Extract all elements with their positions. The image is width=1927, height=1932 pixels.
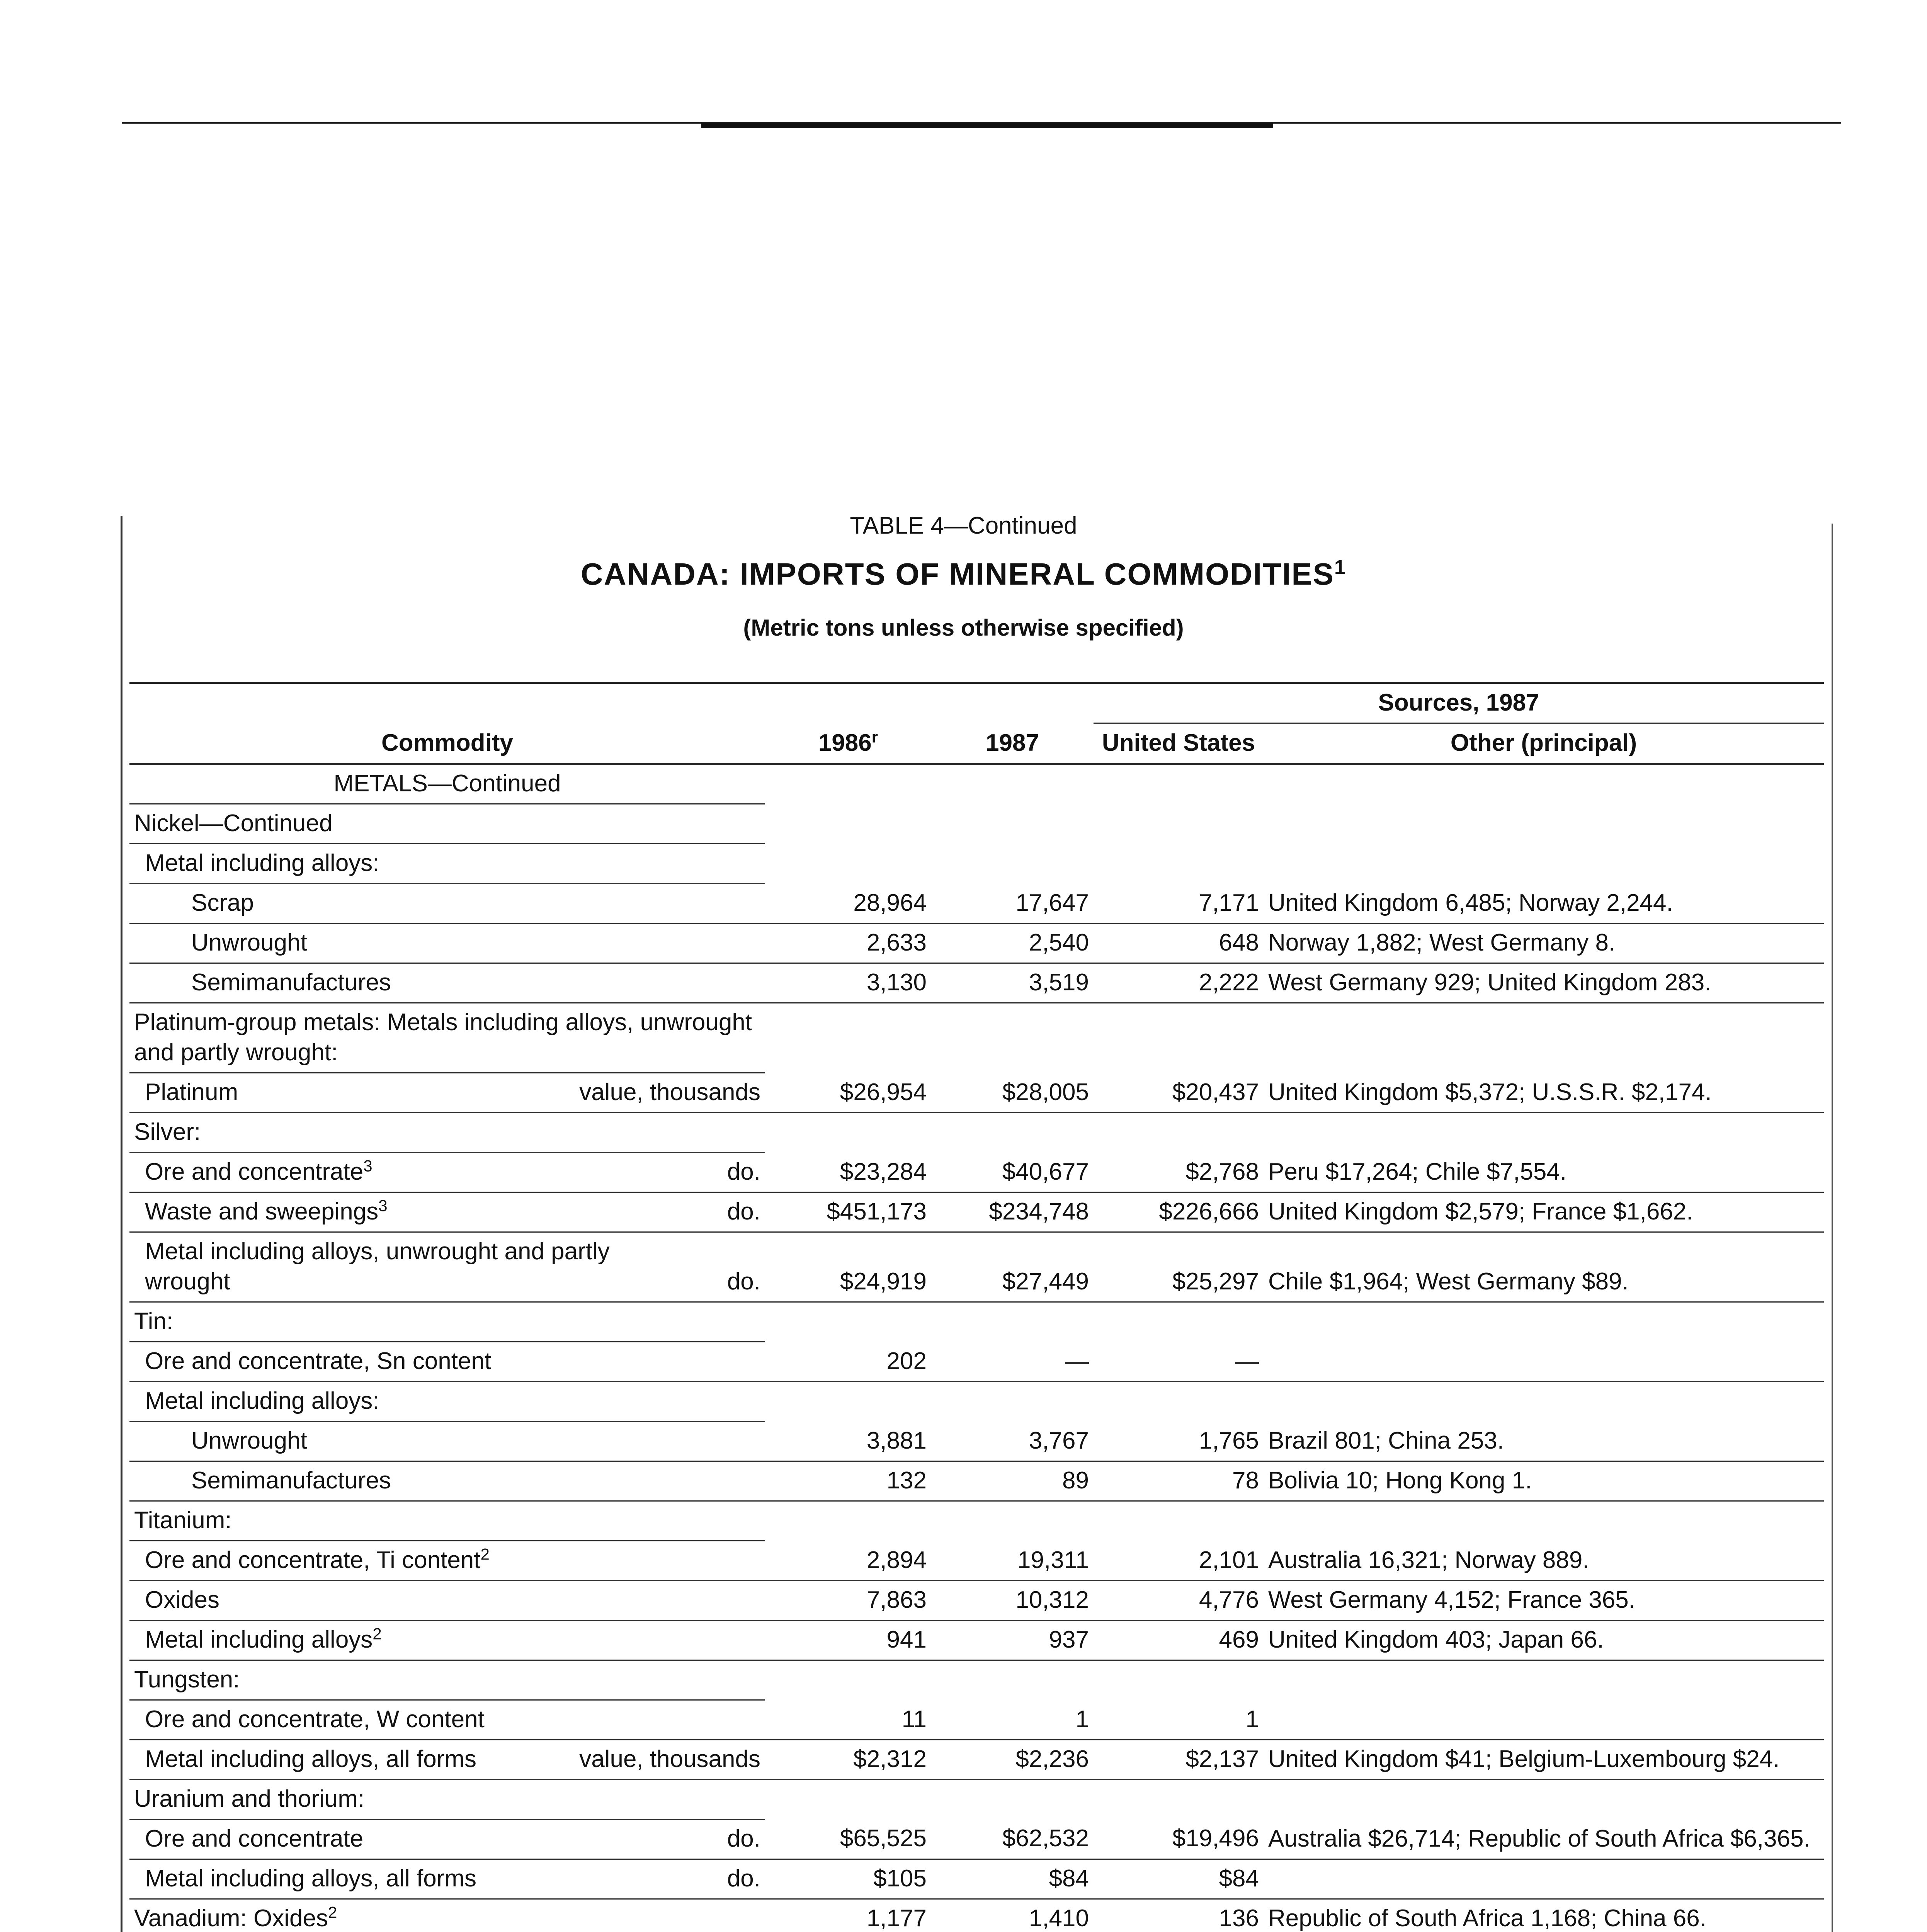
col-header-united-states: United States xyxy=(1094,723,1264,764)
col-header-other: Other (principal) xyxy=(1264,723,1824,764)
commodity-cell: Semimanufactures xyxy=(129,963,765,1003)
table-row xyxy=(129,1541,1824,1581)
commodity-text: Metal including alloys xyxy=(145,1626,373,1653)
value-1987: 17,647 xyxy=(931,884,1094,923)
commodity-name: Metal including alloys, unwrought and partly wrought xyxy=(145,1238,610,1295)
commodity-group: Platinum-group metals: Metals including alloys, unwrought and partly wrought: xyxy=(129,1003,765,1073)
table-label: TABLE 4—Continued xyxy=(850,512,1077,539)
value-other: Chile $1,964; West Germany $89. xyxy=(1264,1232,1824,1302)
unit-label: do. xyxy=(727,1825,760,1852)
value-1986: $2,312 xyxy=(765,1740,931,1780)
table-row xyxy=(129,1621,1824,1660)
table-row xyxy=(129,1660,1824,1700)
commodity-name: Ore and concentrate xyxy=(145,1825,364,1852)
value-us: $2,137 xyxy=(1094,1740,1264,1780)
revised-mark: r xyxy=(871,728,878,746)
table-row xyxy=(129,1073,1824,1113)
commodity-text: Ore and concentrate xyxy=(145,1158,364,1185)
commodity-group: Tungsten: xyxy=(129,1660,765,1700)
table-title-footnote: 1 xyxy=(1334,556,1346,579)
value-1986: $451,173 xyxy=(765,1192,931,1232)
commodity-name xyxy=(145,1157,372,1187)
value-us: $2,768 xyxy=(1094,1153,1264,1192)
value-us: $226,666 xyxy=(1094,1192,1264,1232)
value-1987: $84 xyxy=(931,1859,1094,1899)
value-other: Brazil 801; China 253. xyxy=(1264,1422,1824,1461)
col-header-1986-text: 1986 xyxy=(818,730,872,756)
table-row xyxy=(129,1859,1824,1899)
value-1986: 132 xyxy=(765,1461,931,1501)
value-us: $25,297 xyxy=(1094,1232,1264,1302)
commodity-cell xyxy=(129,1859,765,1899)
value-other xyxy=(1264,1859,1824,1899)
value-us: 136 xyxy=(1094,1899,1264,1932)
commodity-name xyxy=(145,1197,388,1227)
commodity-group: Uranium and thorium: xyxy=(129,1780,765,1820)
commodity-subgroup: Metal including alloys: xyxy=(129,844,765,884)
commodity-text: Waste and sweepings xyxy=(145,1198,379,1225)
value-other: Republic of South Africa 1,168; China 66. xyxy=(1264,1899,1824,1932)
value-other: United Kingdom $5,372; U.S.S.R. $2,174. xyxy=(1264,1073,1824,1113)
commodity-name: Metal including alloys, all forms xyxy=(145,1746,477,1772)
table-row xyxy=(129,1153,1824,1192)
table-row xyxy=(129,884,1824,923)
commodity-cell xyxy=(129,1621,765,1660)
value-other: Bolivia 10; Hong Kong 1. xyxy=(1264,1461,1824,1501)
commodity-cell: Semimanufactures xyxy=(129,1461,765,1501)
commodity-name: Platinum xyxy=(145,1079,238,1105)
table-row xyxy=(129,1192,1824,1232)
value-other: United Kingdom $41; Belgium-Luxembourg $24. xyxy=(1264,1740,1824,1780)
table-row xyxy=(129,764,1824,804)
commodity-cell xyxy=(129,1232,765,1302)
table-row xyxy=(129,1461,1824,1501)
value-us: 1 xyxy=(1094,1700,1264,1740)
value-1986: 941 xyxy=(765,1621,931,1660)
value-1987: $27,449 xyxy=(931,1232,1094,1302)
value-us: 2,101 xyxy=(1094,1541,1264,1581)
value-other: Australia 16,321; Norway 889. xyxy=(1264,1541,1824,1581)
value-1986: $23,284 xyxy=(765,1153,931,1192)
value-us: 78 xyxy=(1094,1461,1264,1501)
value-1987: $2,236 xyxy=(931,1740,1094,1780)
table-row xyxy=(129,1501,1824,1541)
footnote-ref: 2 xyxy=(480,1545,490,1563)
value-1986: 7,863 xyxy=(765,1581,931,1621)
unit-label: value, thousands xyxy=(579,1079,760,1105)
value-other: United Kingdom 403; Japan 66. xyxy=(1264,1621,1824,1660)
table-row xyxy=(129,1113,1824,1153)
table-subtitle: (Metric tons unless otherwise specified) xyxy=(743,615,1184,641)
commodity-cell xyxy=(129,1740,765,1780)
commodity-cell xyxy=(129,1820,765,1859)
table-row xyxy=(129,1342,1824,1382)
commodity-group: Silver: xyxy=(129,1113,765,1153)
value-other: United Kingdom 6,485; Norway 2,244. xyxy=(1264,884,1824,923)
value-us: 2,222 xyxy=(1094,963,1264,1003)
top-rule-thick xyxy=(701,123,1273,128)
value-other: United Kingdom $2,579; France $1,662. xyxy=(1264,1192,1824,1232)
imports-table xyxy=(129,682,1824,1932)
value-1986: $24,919 xyxy=(765,1232,931,1302)
value-us: 7,171 xyxy=(1094,884,1264,923)
value-other: Norway 1,882; West Germany 8. xyxy=(1264,923,1824,963)
value-1987: $28,005 xyxy=(931,1073,1094,1113)
commodity-group: Titanium: xyxy=(129,1501,765,1541)
value-1986: 11 xyxy=(765,1700,931,1740)
value-1986: 2,894 xyxy=(765,1541,931,1581)
value-1986: 3,881 xyxy=(765,1422,931,1461)
value-1987: 3,767 xyxy=(931,1422,1094,1461)
value-other: Australia $26,714; Republic of South Africa $6,365. xyxy=(1264,1820,1824,1859)
value-1987: 3,519 xyxy=(931,963,1094,1003)
table-row xyxy=(129,1581,1824,1621)
table-row xyxy=(129,1740,1824,1780)
value-1987: 89 xyxy=(931,1461,1094,1501)
value-other: Peru $17,264; Chile $7,554. xyxy=(1264,1153,1824,1192)
commodity-group: Tin: xyxy=(129,1302,765,1342)
table-row xyxy=(129,1003,1824,1073)
value-1986: 3,130 xyxy=(765,963,931,1003)
unit-label: do. xyxy=(727,1198,760,1225)
value-us: $84 xyxy=(1094,1859,1264,1899)
col-header-sources: Sources, 1987 xyxy=(1094,683,1824,724)
commodity-cell: Ore and concentrate, W content xyxy=(129,1700,765,1740)
table-row xyxy=(129,804,1824,844)
commodity-cell xyxy=(129,1899,765,1932)
value-1986: 2,633 xyxy=(765,923,931,963)
unit-label: do. xyxy=(727,1268,760,1295)
commodity-cell xyxy=(129,1073,765,1113)
right-margin-line xyxy=(1832,524,1833,1932)
left-margin-line xyxy=(121,516,122,1932)
col-header-1986 xyxy=(765,683,931,764)
value-us: 1,765 xyxy=(1094,1422,1264,1461)
table-row xyxy=(129,1382,1824,1422)
col-header-commodity: Commodity xyxy=(129,683,765,764)
value-1987: — xyxy=(931,1342,1094,1382)
value-1987: 1,410 xyxy=(931,1899,1094,1932)
table-row xyxy=(129,1232,1824,1302)
commodity-subgroup: Metal including alloys: xyxy=(129,1382,765,1422)
unit-label: value, thousands xyxy=(579,1746,760,1772)
commodity-cell xyxy=(129,1153,765,1192)
value-us: — xyxy=(1094,1342,1264,1382)
commodity-text: Ore and concentrate, Ti content xyxy=(145,1547,481,1573)
value-1987: $234,748 xyxy=(931,1192,1094,1232)
commodity-cell xyxy=(129,1192,765,1232)
table-row xyxy=(129,1899,1824,1932)
table-title xyxy=(0,556,1927,592)
value-1986: 202 xyxy=(765,1342,931,1382)
value-1986: $65,525 xyxy=(765,1820,931,1859)
value-other xyxy=(1264,1700,1824,1740)
value-us: $20,437 xyxy=(1094,1073,1264,1113)
footnote-ref: 3 xyxy=(363,1156,372,1175)
value-1987: 1 xyxy=(931,1700,1094,1740)
value-1987: 10,312 xyxy=(931,1581,1094,1621)
commodity-cell xyxy=(129,1541,765,1581)
commodity-group: Nickel—Continued xyxy=(129,804,765,844)
commodity-cell: Unwrought xyxy=(129,1422,765,1461)
unit-label: do. xyxy=(727,1158,760,1185)
table-row xyxy=(129,963,1824,1003)
value-1986: 28,964 xyxy=(765,884,931,923)
unit-label: do. xyxy=(727,1865,760,1892)
table-row xyxy=(129,1820,1824,1859)
value-1987: 937 xyxy=(931,1621,1094,1660)
commodity-cell: Scrap xyxy=(129,884,765,923)
footnote-ref: 3 xyxy=(378,1196,388,1215)
value-1987: $62,532 xyxy=(931,1820,1094,1859)
commodity-cell: Oxides xyxy=(129,1581,765,1621)
col-header-1987: 1987 xyxy=(931,683,1094,764)
value-other: West Germany 4,152; France 365. xyxy=(1264,1581,1824,1621)
value-1986: $105 xyxy=(765,1859,931,1899)
value-1987: 19,311 xyxy=(931,1541,1094,1581)
table-row xyxy=(129,1780,1824,1820)
commodity-text: Vanadium: Oxides xyxy=(134,1905,328,1932)
value-us: 469 xyxy=(1094,1621,1264,1660)
commodity-name: Metal including alloys, all forms xyxy=(145,1865,477,1892)
value-us: 648 xyxy=(1094,923,1264,963)
table-row xyxy=(129,1700,1824,1740)
value-1987: 2,540 xyxy=(931,923,1094,963)
table-row xyxy=(129,1422,1824,1461)
value-us: $19,496 xyxy=(1094,1820,1264,1859)
table-row xyxy=(129,844,1824,884)
commodity-cell: Unwrought xyxy=(129,923,765,963)
footnote-ref: 2 xyxy=(328,1903,337,1922)
table-title-text: CANADA: IMPORTS OF MINERAL COMMODITIES xyxy=(581,557,1335,591)
table-row xyxy=(129,1302,1824,1342)
section-heading: METALS—Continued xyxy=(129,764,765,804)
value-1986: 1,177 xyxy=(765,1899,931,1932)
table-row xyxy=(129,923,1824,963)
value-1986: $26,954 xyxy=(765,1073,931,1113)
value-1987: $40,677 xyxy=(931,1153,1094,1192)
commodity-cell: Ore and concentrate, Sn content xyxy=(129,1342,765,1382)
value-us: 4,776 xyxy=(1094,1581,1264,1621)
value-other xyxy=(1264,1342,1824,1382)
footnote-ref: 2 xyxy=(372,1624,382,1643)
value-other: West Germany 929; United Kingdom 283. xyxy=(1264,963,1824,1003)
